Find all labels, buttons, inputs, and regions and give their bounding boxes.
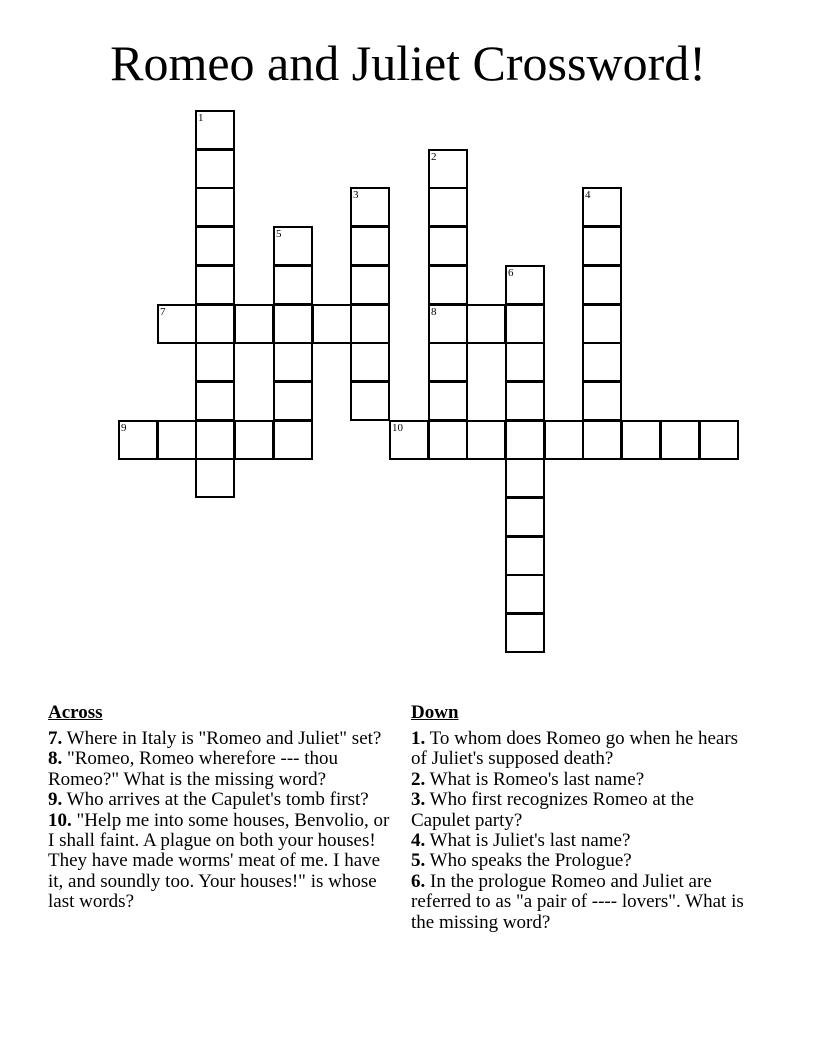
across-clue	[48, 749, 398, 790]
across-clue-list	[48, 729, 398, 913]
grid-cell[interactable]	[389, 420, 429, 460]
cell-number: 9	[121, 422, 127, 434]
grid-cell[interactable]	[195, 342, 235, 382]
grid-cell[interactable]	[195, 420, 235, 460]
grid-cell[interactable]	[428, 381, 468, 421]
grid-cell[interactable]	[312, 304, 352, 344]
cell-number: 2	[431, 151, 437, 163]
down-clue	[411, 790, 756, 831]
grid-cell[interactable]	[234, 420, 274, 460]
grid-cell[interactable]	[234, 304, 274, 344]
page-title: Romeo and Juliet Crossword!	[110, 35, 706, 91]
grid-cell[interactable]	[582, 265, 622, 305]
grid-cell[interactable]	[118, 420, 158, 460]
clue-number: 3.	[411, 789, 426, 811]
grid-cell[interactable]	[428, 342, 468, 382]
grid-cell[interactable]	[350, 226, 390, 266]
clue-number: 7.	[48, 728, 63, 749]
grid-cell[interactable]	[195, 226, 235, 266]
across-heading: Across	[48, 702, 103, 723]
grid-cell[interactable]	[350, 381, 390, 421]
down-heading: Down	[411, 702, 459, 723]
grid-cell[interactable]	[582, 381, 622, 421]
clue-text: What is Juliet's last name?	[425, 830, 631, 852]
clue-text: Who first recognizes Romeo at the Capulet party?	[411, 789, 694, 831]
grid-cell[interactable]	[582, 342, 622, 382]
grid-cell[interactable]	[428, 304, 468, 344]
across-clue	[48, 729, 398, 749]
grid-cell[interactable]	[195, 187, 235, 227]
grid-cell[interactable]	[660, 420, 700, 460]
grid-cell[interactable]	[505, 536, 545, 576]
clue-number: 5.	[411, 850, 426, 872]
grid-cell[interactable]	[699, 420, 739, 460]
grid-cell[interactable]	[544, 420, 584, 460]
grid-cell[interactable]	[505, 304, 545, 344]
grid-cell[interactable]	[505, 497, 545, 537]
grid-cell[interactable]	[428, 265, 468, 305]
clue-text: In the prologue Romeo and Juliet are referred to as "a pair of ---- lovers". What is the missing word?	[411, 870, 744, 933]
cell-number: 5	[276, 228, 282, 240]
cell-number: 8	[431, 306, 437, 318]
down-clue	[411, 770, 756, 790]
clue-number: 9.	[48, 789, 63, 811]
across-clues	[48, 702, 398, 913]
grid-cell[interactable]	[505, 265, 545, 305]
grid-cell[interactable]	[505, 381, 545, 421]
grid-cell[interactable]	[505, 458, 545, 498]
clue-number: 4.	[411, 830, 426, 852]
grid-cell[interactable]	[273, 226, 313, 266]
grid-cell[interactable]	[350, 265, 390, 305]
grid-cell[interactable]	[350, 342, 390, 382]
cell-number: 6	[508, 267, 514, 279]
across-clue	[48, 790, 398, 810]
down-clue	[411, 729, 756, 770]
grid-cell[interactable]	[428, 420, 468, 460]
clue-text: "Romeo, Romeo wherefore --- thou Romeo?" What is the missing word?	[48, 748, 339, 790]
grid-cell[interactable]	[273, 304, 313, 344]
clue-text: To whom does Romeo go when he hears of Juliet's supposed death?	[411, 728, 739, 770]
grid-cell[interactable]	[582, 420, 622, 460]
down-clue	[411, 872, 756, 933]
clue-number: 10.	[48, 809, 72, 831]
grid-cell[interactable]	[273, 381, 313, 421]
grid-cell[interactable]	[505, 613, 545, 653]
down-clues	[411, 702, 756, 933]
down-clue-list	[411, 729, 756, 933]
grid-cell[interactable]	[505, 574, 545, 614]
clue-text: Who arrives at the Capulet's tomb first?	[62, 789, 369, 811]
clue-number: 6.	[411, 870, 426, 892]
grid-cell[interactable]	[621, 420, 661, 460]
grid-cell[interactable]	[157, 304, 197, 344]
across-clue	[48, 811, 398, 913]
clue-number: 2.	[411, 768, 426, 790]
grid-cell[interactable]	[195, 265, 235, 305]
grid-cell[interactable]	[505, 420, 545, 460]
clue-number: 1.	[411, 728, 426, 749]
grid-cell[interactable]	[466, 304, 506, 344]
clue-text: Who speaks the Prologue?	[425, 850, 632, 872]
clue-text: Where in Italy is "Romeo and Juliet" set?	[62, 728, 382, 749]
cell-number: 1	[198, 112, 204, 124]
cell-number: 4	[585, 189, 591, 201]
clue-text: What is Romeo's last name?	[425, 768, 645, 790]
grid-cell[interactable]	[273, 265, 313, 305]
grid-cell[interactable]	[195, 458, 235, 498]
down-clue	[411, 851, 756, 871]
grid-cell[interactable]	[582, 226, 622, 266]
clue-text: "Help me into some houses, Benvolio, or I shall faint. A plague on both your houses! They have made worms' meat of me. I have it, and soundly too. Your houses!" is whose last words?	[48, 809, 390, 913]
grid-cell[interactable]	[195, 304, 235, 344]
grid-cell[interactable]	[428, 187, 468, 227]
grid-cell[interactable]	[195, 149, 235, 189]
grid-cell[interactable]	[582, 304, 622, 344]
cell-number: 7	[160, 306, 166, 318]
grid-cell[interactable]	[428, 226, 468, 266]
grid-cell[interactable]	[273, 420, 313, 460]
down-clue	[411, 831, 756, 851]
cell-number: 3	[353, 189, 359, 201]
grid-cell[interactable]	[195, 110, 235, 150]
grid-cell[interactable]	[428, 149, 468, 189]
grid-cell[interactable]	[157, 420, 197, 460]
grid-cell[interactable]	[466, 420, 506, 460]
clue-number: 8.	[48, 748, 63, 770]
grid-cell[interactable]	[505, 342, 545, 382]
grid-cell[interactable]	[195, 381, 235, 421]
grid-cell[interactable]	[350, 187, 390, 227]
cell-number: 10	[392, 422, 403, 434]
grid-cell[interactable]	[350, 304, 390, 344]
grid-cell[interactable]	[582, 187, 622, 227]
grid-cell[interactable]	[273, 342, 313, 382]
